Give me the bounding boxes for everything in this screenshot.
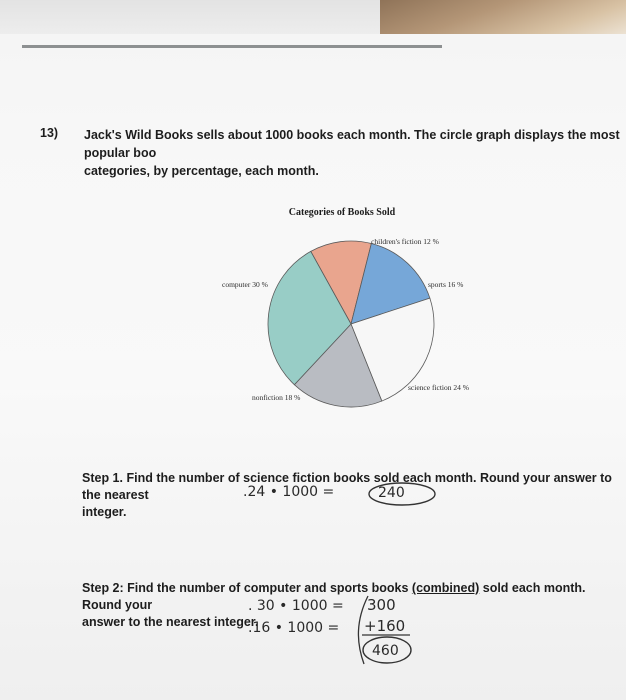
step1-answer: 240: [378, 485, 405, 501]
step1-work: .24 • 1000 =: [243, 484, 335, 500]
step1-label: Step 1.: [82, 471, 123, 485]
step2-text-c: sold each month. Round your: [82, 581, 586, 612]
step2-line2: .16 • 1000 =: [248, 620, 340, 636]
step1-text-a: Find the number of science fiction books sold each month.: [123, 471, 477, 485]
question-text: Jack's Wild Books sells about 1000 books each month. The circle graph displays the most popular boo categories, by percentage, each month.: [84, 128, 620, 178]
step2-value2: +160: [364, 617, 406, 635]
step2-total: 460: [372, 643, 399, 659]
pie-label-science-fiction: science fiction 24 %: [408, 383, 470, 392]
page-top-edge: [0, 0, 380, 34]
pie-label-sports: sports 16 %: [428, 280, 464, 289]
step2-text-a: Find the number of computer and sports books: [123, 581, 412, 595]
pie-chart: [200, 200, 500, 415]
pie-label-nonfiction: nonfiction 18 %: [252, 393, 301, 402]
pie-svg: [200, 200, 500, 415]
divider-rule: [22, 45, 442, 48]
step2-text-d: answer to the nearest integer.: [82, 615, 259, 629]
step2-text-b: (combined): [411, 581, 480, 595]
pie-label-computer: computer 30 %: [222, 280, 268, 289]
step2-line1: . 30 • 1000 =: [248, 598, 344, 614]
step2-value1: 300: [367, 596, 396, 614]
step2-label: Step 2:: [82, 581, 124, 595]
wood-surface: [380, 0, 626, 34]
step1-text-c: integer.: [82, 505, 127, 519]
step1-prompt: [82, 453, 622, 521]
question-number: 13): [40, 126, 59, 140]
chart-title: Categories of Books Sold: [288, 207, 396, 218]
step1-text-b: Round your answer to the nearest: [82, 471, 612, 502]
pie-label-children-s-fiction: children's fiction 12 %: [371, 237, 439, 246]
